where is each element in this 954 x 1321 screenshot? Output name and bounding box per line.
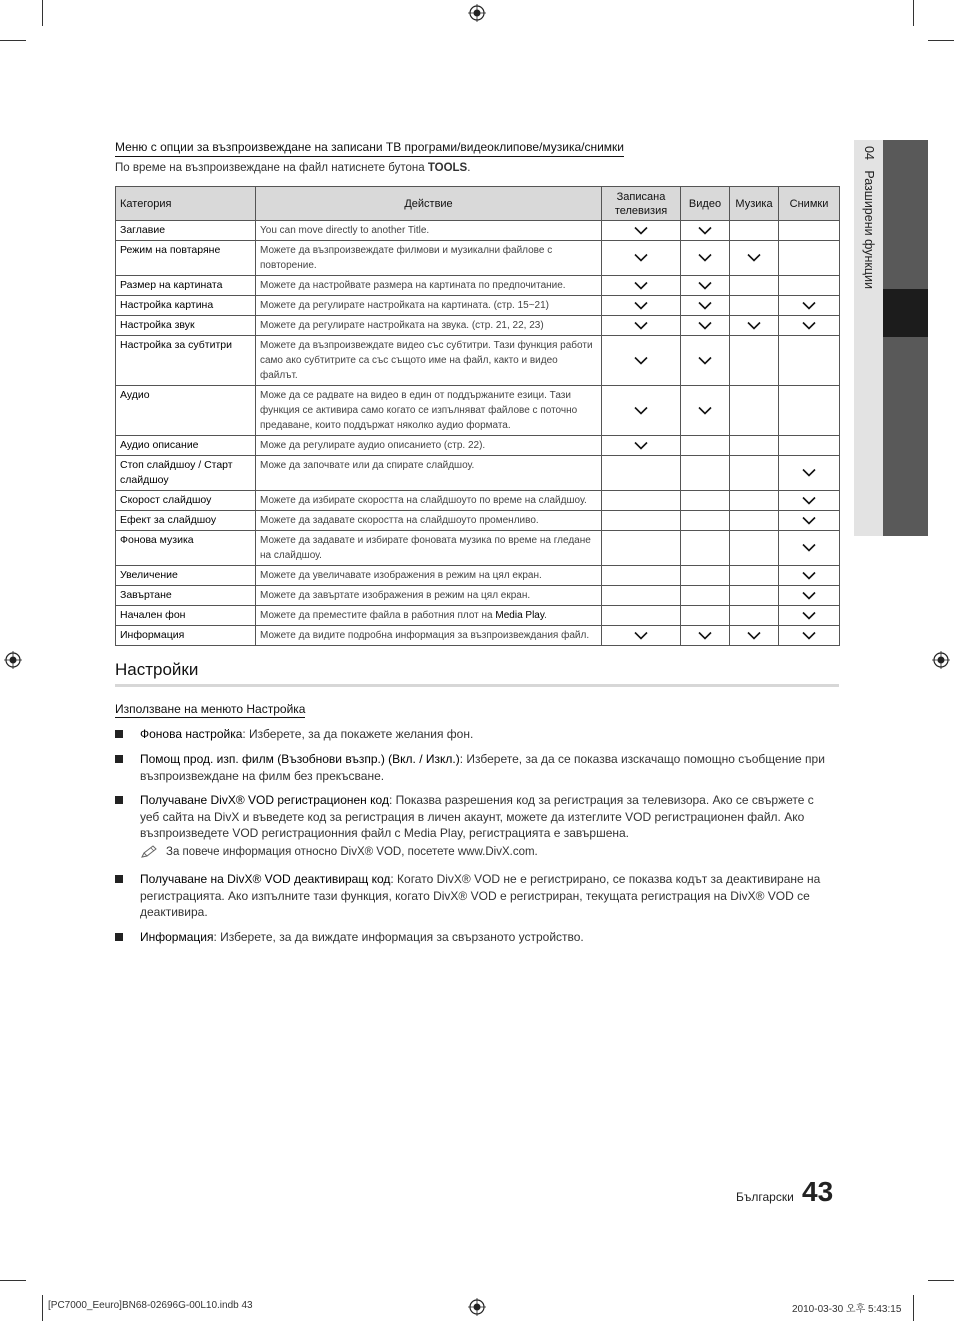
- table-header-row: [116, 187, 840, 221]
- cell-photo: [779, 606, 840, 626]
- cell-video: [681, 316, 730, 336]
- action-text: Можете да възпроизвеждате видео със субтитри. Тази функция работи само ако субтитрите са със същото име на файл, както и видео файлът.: [260, 340, 593, 381]
- cell-music: [730, 606, 779, 626]
- page-number: 43: [802, 1176, 834, 1207]
- table-row: [116, 316, 840, 336]
- table-row: [116, 491, 840, 511]
- cell-photo: [779, 296, 840, 316]
- cell-video: [681, 436, 730, 456]
- checkmark-icon: [634, 281, 648, 290]
- bullet-square-icon: [115, 755, 123, 763]
- row-category: Настройка за субтитри: [116, 336, 256, 386]
- checkmark-icon: [802, 468, 816, 477]
- heading-rule: [115, 684, 839, 687]
- cell-tv: [602, 456, 681, 491]
- action-text: Може да регулирате аудио описанието (стр. 22).: [260, 440, 486, 451]
- cell-video: [681, 336, 730, 386]
- action-text: Можете да регулирате настройката на картината. (стр. 15~21): [260, 300, 550, 311]
- registration-mark-icon: [468, 4, 486, 22]
- table-row: [116, 221, 840, 241]
- cell-tv: [602, 386, 681, 436]
- action-text: Можете да задавате и избирате фоновата музика по време на гледане на слайдшоу.: [260, 535, 591, 561]
- cell-photo: [779, 221, 840, 241]
- cell-music: [730, 276, 779, 296]
- cell-video: [681, 386, 730, 436]
- cell-photo: [779, 586, 840, 606]
- cell-photo: [779, 491, 840, 511]
- table-row: [116, 241, 840, 276]
- cell-photo: [779, 456, 840, 491]
- row-action: [256, 386, 602, 436]
- cell-music: [730, 336, 779, 386]
- cell-tv: [602, 436, 681, 456]
- action-key: Media Play: [495, 610, 545, 621]
- cell-tv: [602, 586, 681, 606]
- cell-video: [681, 221, 730, 241]
- checkmark-icon: [634, 631, 648, 640]
- item-key: Получаване DivX® VOD регистрационен код: [140, 793, 389, 807]
- cell-video: [681, 456, 730, 491]
- action-text: Можете да увеличавате изображения в режим на цял екран.: [260, 570, 542, 581]
- action-text: Можете да преместите файла в работния плот на: [260, 610, 496, 621]
- cell-music: [730, 566, 779, 586]
- print-file-info: [PC7000_Eeuro]BN68-02696G-00L10.indb 43: [48, 1300, 253, 1311]
- subtitle-text: По време на възпроизвеждане на файл натиснете бутона: [115, 162, 428, 174]
- action-text: Можете да видите подробна информация за възпроизвеждания файл.: [260, 630, 590, 641]
- cell-music: [730, 221, 779, 241]
- row-category: Завъртане: [116, 586, 256, 606]
- bullet-square-icon: [115, 875, 123, 883]
- table-row: [116, 606, 840, 626]
- checkmark-icon: [802, 301, 816, 310]
- checkmark-icon: [698, 253, 712, 262]
- action-text: Можете да избирате скоростта на слайдшоуто по време на слайдшоу.: [260, 495, 587, 506]
- row-action: [256, 511, 602, 531]
- cell-music: [730, 386, 779, 436]
- cell-video: [681, 531, 730, 566]
- action-text: Може да започвате или да спирате слайдшоу.: [260, 460, 475, 471]
- play-options-table: [115, 186, 840, 646]
- table-row: [116, 436, 840, 456]
- header-video: Видео: [681, 187, 730, 221]
- language-label: Български: [736, 1190, 794, 1204]
- checkmark-icon: [802, 496, 816, 505]
- table-row: [116, 626, 840, 646]
- divx-note: [140, 845, 538, 859]
- table-row: [116, 296, 840, 316]
- action-text: Може да се радвате на видео в един от поддържаните езици. Тази функция се активира само когато се изпълняват файлове с поточно предаване, които поддържат няколко аудио формата.: [260, 390, 578, 431]
- row-category: Ефект за слайдшоу: [116, 511, 256, 531]
- row-category: Режим на повтаряне: [116, 241, 256, 276]
- section-subtitle: [115, 162, 470, 174]
- row-category: Настройка звук: [116, 316, 256, 336]
- checkmark-icon: [698, 406, 712, 415]
- crop-mark: [0, 1280, 26, 1281]
- row-action: [256, 456, 602, 491]
- table-row: [116, 566, 840, 586]
- registration-mark-icon: [4, 651, 22, 669]
- crop-mark: [42, 1295, 43, 1321]
- row-action: [256, 491, 602, 511]
- cell-photo: [779, 511, 840, 531]
- cell-music: [730, 456, 779, 491]
- cell-video: [681, 241, 730, 276]
- cell-tv: [602, 241, 681, 276]
- crop-mark: [913, 1295, 914, 1321]
- cell-video: [681, 586, 730, 606]
- checkmark-icon: [634, 406, 648, 415]
- checkmark-icon: [698, 281, 712, 290]
- table-row: [116, 531, 840, 566]
- row-action: [256, 336, 602, 386]
- chapter-label: [862, 146, 876, 289]
- row-action: [256, 276, 602, 296]
- cell-photo: [779, 531, 840, 566]
- cell-tv: [602, 221, 681, 241]
- item-text: : Изберете, за да се показва изскачащо помощно съобщение при възпроизвеждане на филм без прекъсване.: [140, 752, 825, 783]
- list-item: [115, 751, 825, 785]
- row-category: Скорост слайдшоу: [116, 491, 256, 511]
- cell-photo: [779, 566, 840, 586]
- item-key: Помощ прод. изп. филм (Възобнови възпр.) (Вкл. / Изкл.): [140, 752, 460, 766]
- row-action: [256, 566, 602, 586]
- row-category: Аудио: [116, 386, 256, 436]
- row-action: [256, 436, 602, 456]
- header-music: Музика: [730, 187, 779, 221]
- row-category: Увеличение: [116, 566, 256, 586]
- crop-mark: [913, 0, 914, 26]
- cell-video: [681, 606, 730, 626]
- action-text: Можете да регулирате настройката на звука. (стр. 21, 22, 23): [260, 320, 544, 331]
- checkmark-icon: [802, 321, 816, 330]
- checkmark-icon: [698, 226, 712, 235]
- checkmark-icon: [802, 591, 816, 600]
- registration-mark-icon: [932, 651, 950, 669]
- action-text: Можете да завъртате изображения в режим на цял екран.: [260, 590, 531, 601]
- checkmark-icon: [698, 631, 712, 640]
- cell-video: [681, 296, 730, 316]
- cell-video: [681, 491, 730, 511]
- header-photos: Снимки: [779, 187, 840, 221]
- cell-video: [681, 276, 730, 296]
- action-text: Можете да задавате скоростта на слайдшоуто променливо.: [260, 515, 539, 526]
- row-category: Фонова музика: [116, 531, 256, 566]
- cell-music: [730, 316, 779, 336]
- list-item: [115, 929, 815, 947]
- row-category: Аудио описание: [116, 436, 256, 456]
- cell-photo: [779, 316, 840, 336]
- table-row: [116, 586, 840, 606]
- checkmark-icon: [634, 441, 648, 450]
- row-category: Настройка картина: [116, 296, 256, 316]
- checkmark-icon: [698, 321, 712, 330]
- cell-photo: [779, 336, 840, 386]
- cell-photo: [779, 241, 840, 276]
- cell-photo: [779, 626, 840, 646]
- list-item: [115, 792, 815, 842]
- list-item: [115, 726, 815, 744]
- bullet-square-icon: [115, 933, 123, 941]
- list-item: [115, 871, 821, 921]
- cell-video: [681, 626, 730, 646]
- chapter-number: 04: [862, 146, 876, 160]
- row-action: [256, 241, 602, 276]
- row-category: Информация: [116, 626, 256, 646]
- item-key: Получаване на DivX® VOD деактивиращ код: [140, 872, 391, 886]
- cell-video: [681, 511, 730, 531]
- cell-music: [730, 531, 779, 566]
- note-pencil-icon: [140, 845, 158, 859]
- row-action: [256, 586, 602, 606]
- checkmark-icon: [698, 301, 712, 310]
- note-text: За повече информация относно DivX® VOD, посетете www.DivX.com.: [166, 846, 538, 859]
- cell-music: [730, 436, 779, 456]
- bullet-square-icon: [115, 730, 123, 738]
- cell-tv: [602, 276, 681, 296]
- row-category: Размер на картината: [116, 276, 256, 296]
- chapter-tab-bar: [883, 140, 928, 536]
- row-action: [256, 626, 602, 646]
- crop-mark: [0, 40, 26, 41]
- header-recorded-tv: Записана телевизия: [602, 187, 681, 221]
- checkmark-icon: [747, 321, 761, 330]
- row-category: Стоп слайдшоу / Старт слайдшоу: [116, 456, 256, 491]
- item-text: : Показва разрешения код за регистрация за телевизора. Ако се свържете с уеб сайта на DivX и въведете код за регистрация в личен акаунт, можете да изтеглите VOD регистрационен файл. Ако възпроизведете VOD регистрационния файл с Media Play, регистрацията е завършена.: [140, 793, 814, 840]
- table-row: [116, 386, 840, 436]
- checkmark-icon: [802, 516, 816, 525]
- checkmark-icon: [747, 253, 761, 262]
- cell-music: [730, 491, 779, 511]
- row-action: [256, 531, 602, 566]
- item-text: : Изберете, за да виждате информация за свързаното устройство.: [213, 930, 584, 944]
- settings-subheading: Използване на менюто Настройка: [115, 702, 306, 716]
- table-row: [116, 456, 840, 491]
- chapter-title: Разширени функции: [862, 170, 876, 289]
- cell-tv: [602, 566, 681, 586]
- checkmark-icon: [747, 631, 761, 640]
- item-key: Информация: [140, 930, 214, 944]
- crop-mark: [928, 1280, 954, 1281]
- checkmark-icon: [634, 321, 648, 330]
- item-text: : Изберете, за да покажете желания фон.: [242, 727, 474, 741]
- cell-photo: [779, 386, 840, 436]
- checkmark-icon: [634, 301, 648, 310]
- cell-music: [730, 296, 779, 316]
- row-action: [256, 606, 602, 626]
- cell-tv: [602, 296, 681, 316]
- row-action: [256, 296, 602, 316]
- header-action: Действие: [256, 187, 602, 221]
- checkmark-icon: [698, 356, 712, 365]
- table-row: [116, 511, 840, 531]
- table-row: [116, 336, 840, 386]
- action-text: Можете да настройвате размера на картината по предпочитание.: [260, 280, 566, 291]
- settings-heading: Настройки: [115, 660, 199, 679]
- chapter-tab-marker: [883, 289, 928, 337]
- crop-mark: [928, 40, 954, 41]
- checkmark-icon: [634, 356, 648, 365]
- action-text: Можете да възпроизвеждате филмови и музикални файлове с повторение.: [260, 245, 553, 271]
- checkmark-icon: [802, 611, 816, 620]
- checkmark-icon: [802, 631, 816, 640]
- tools-key: TOOLS: [427, 162, 468, 174]
- checkmark-icon: [802, 571, 816, 580]
- row-action: [256, 316, 602, 336]
- cell-tv: [602, 606, 681, 626]
- cell-video: [681, 566, 730, 586]
- checkmark-icon: [802, 543, 816, 552]
- checkmark-icon: [634, 226, 648, 235]
- header-category: Категория: [116, 187, 256, 221]
- cell-photo: [779, 436, 840, 456]
- cell-tv: [602, 511, 681, 531]
- cell-tv: [602, 491, 681, 511]
- crop-mark: [42, 0, 43, 26]
- row-category: Заглавие: [116, 221, 256, 241]
- cell-music: [730, 241, 779, 276]
- item-key: Фонова настройка: [140, 727, 243, 741]
- cell-music: [730, 511, 779, 531]
- print-timestamp: 2010-03-30 오후 5:43:15: [792, 1304, 902, 1315]
- cell-photo: [779, 276, 840, 296]
- action-text: You can move directly to another Title.: [260, 225, 430, 236]
- row-action: [256, 221, 602, 241]
- item-text: : Когато DivX® VOD не е регистрирано, се показва кодът за деактивиране на регистрацията. Ако изпълните тази функция, когато DivX® VOD е регистриран, текущата регистрация на DivX® VOD се деактивира.: [140, 872, 821, 919]
- cell-tv: [602, 531, 681, 566]
- checkmark-icon: [634, 253, 648, 262]
- cell-tv: [602, 336, 681, 386]
- subtitle-end: .: [467, 162, 471, 174]
- action-end: .: [544, 610, 547, 621]
- cell-tv: [602, 626, 681, 646]
- registration-mark-icon: [468, 1298, 486, 1316]
- table-row: [116, 276, 840, 296]
- bullet-square-icon: [115, 796, 123, 804]
- cell-music: [730, 626, 779, 646]
- row-category: Начален фон: [116, 606, 256, 626]
- cell-music: [730, 586, 779, 606]
- section-title: Меню с опции за възпроизвеждане на записани ТВ програми/видеоклипове/музика/снимки: [115, 140, 624, 157]
- cell-tv: [602, 316, 681, 336]
